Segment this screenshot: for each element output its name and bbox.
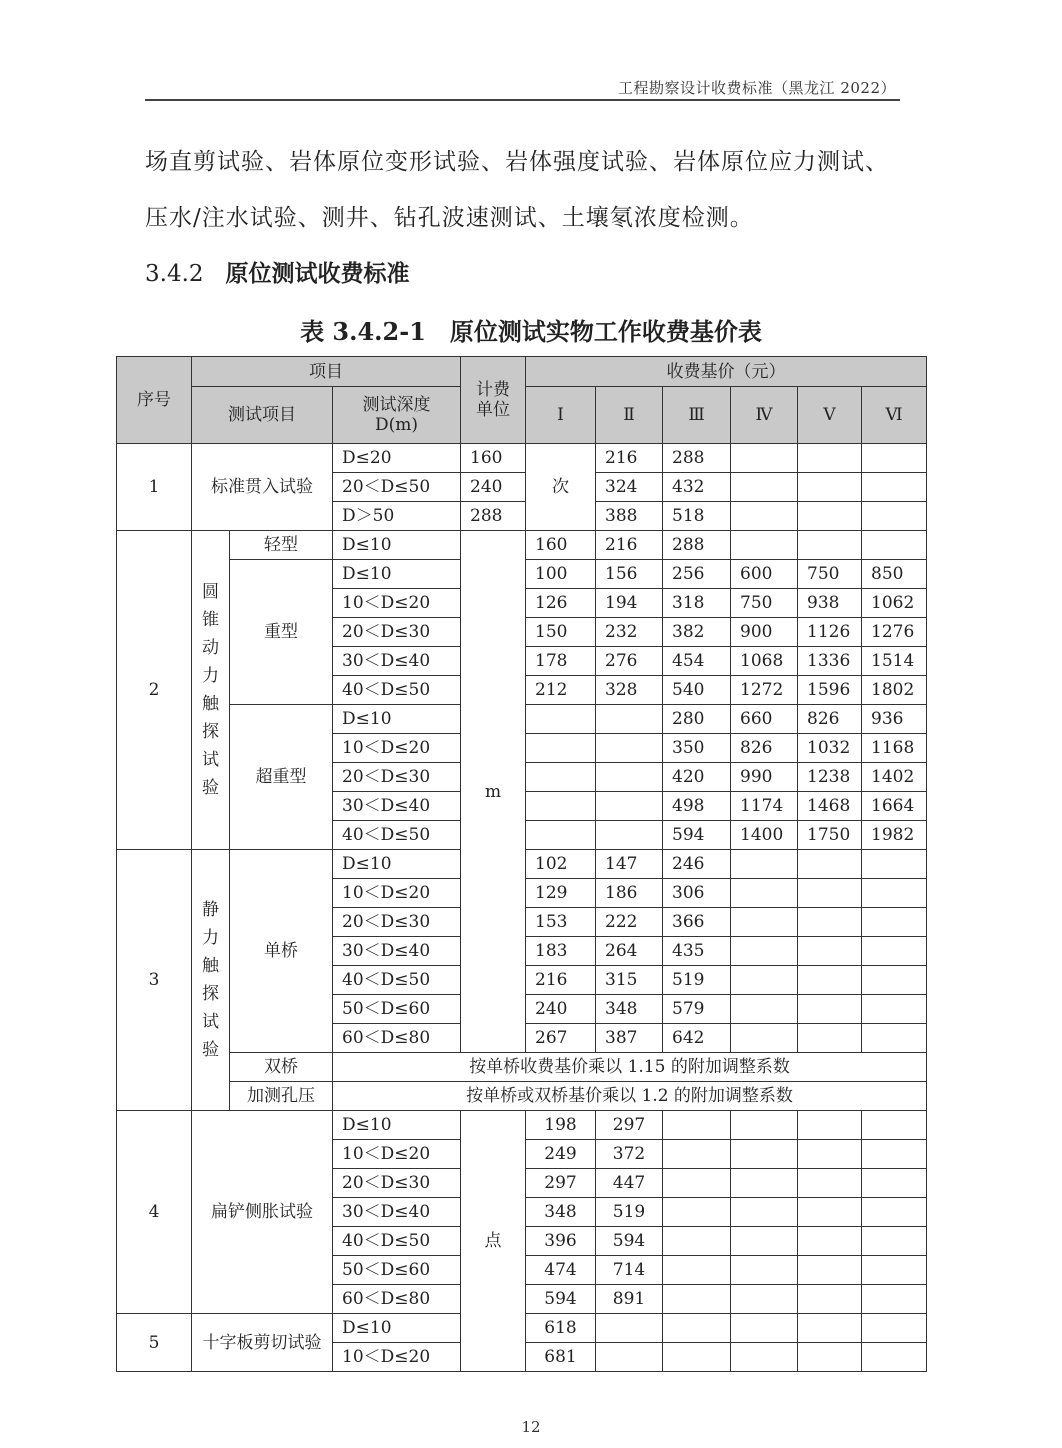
price-cell [862, 1314, 927, 1343]
price-cell [862, 1198, 927, 1227]
price-cell [798, 502, 862, 531]
subtype-cell: 单桥 [230, 850, 333, 1053]
price-cell [663, 1285, 731, 1314]
price-cell [596, 821, 663, 850]
depth-cell: 50＜D≤60 [333, 1256, 461, 1285]
price-cell: 1400 [731, 821, 798, 850]
fee-table [116, 356, 927, 1372]
price-cell: 600 [731, 560, 798, 589]
price-cell: 216 [596, 531, 663, 560]
test-group-vertical-cell-text: 圆锥动力触探试验 [202, 582, 219, 798]
depth-cell: 40＜D≤50 [333, 821, 461, 850]
seq-cell: 4 [117, 1111, 192, 1314]
depth-cell: 60＜D≤80 [333, 1024, 461, 1053]
price-cell: 519 [663, 966, 731, 995]
price-cell: 297 [596, 1111, 663, 1140]
price-cell: 750 [798, 560, 862, 589]
price-cell [798, 444, 862, 473]
header-unit [461, 357, 526, 444]
price-cell: 850 [862, 560, 927, 589]
price-cell: 642 [663, 1024, 731, 1053]
price-cell [731, 1198, 798, 1227]
depth-cell: D＞50 [333, 502, 461, 531]
header-unit-line2: 单位 [476, 400, 511, 420]
price-cell: 246 [663, 850, 731, 879]
price-cell: 178 [526, 647, 596, 676]
price-cell: 1514 [862, 647, 927, 676]
depth-cell: 10＜D≤20 [333, 1140, 461, 1169]
header-grade-1: Ⅰ [526, 387, 596, 444]
table-row [117, 531, 927, 560]
price-cell: 350 [663, 734, 731, 763]
running-header: 工程勘察设计收费标准（黑龙江 2022） [618, 79, 896, 97]
price-cell [862, 1169, 927, 1198]
price-cell [862, 1256, 927, 1285]
price-cell [862, 473, 927, 502]
price-cell [862, 1111, 927, 1140]
price-cell: 288 [461, 502, 526, 531]
price-cell [798, 1343, 862, 1372]
price-cell: 102 [526, 850, 596, 879]
price-cell [731, 531, 798, 560]
price-cell [663, 1256, 731, 1285]
depth-cell: D≤10 [333, 560, 461, 589]
price-cell [526, 792, 596, 821]
price-cell [731, 879, 798, 908]
depth-cell: 20＜D≤30 [333, 763, 461, 792]
price-cell: 288 [663, 444, 731, 473]
price-cell: 388 [596, 502, 663, 531]
price-cell: 714 [596, 1256, 663, 1285]
price-cell: 232 [596, 618, 663, 647]
section-title: 原位测试收费标准 [225, 260, 410, 287]
header-depth-line2: D(m) [375, 415, 419, 435]
price-cell [798, 1314, 862, 1343]
price-cell: 240 [461, 473, 526, 502]
depth-cell: 30＜D≤40 [333, 647, 461, 676]
depth-cell: 40＜D≤50 [333, 966, 461, 995]
depth-cell: D≤10 [333, 705, 461, 734]
price-cell: 147 [596, 850, 663, 879]
price-cell: 306 [663, 879, 731, 908]
price-cell [663, 1343, 731, 1372]
price-cell: 276 [596, 647, 663, 676]
depth-cell: 10＜D≤20 [333, 734, 461, 763]
price-cell [663, 1314, 731, 1343]
price-cell: 474 [526, 1256, 596, 1285]
price-cell: 324 [596, 473, 663, 502]
price-cell [798, 1169, 862, 1198]
body-text-line-1: 场直剪试验、岩体原位变形试验、岩体强度试验、岩体原位应力测试、 [145, 149, 889, 175]
price-cell [596, 792, 663, 821]
price-cell [798, 1198, 862, 1227]
depth-cell: 10＜D≤20 [333, 589, 461, 618]
price-cell: 387 [596, 1024, 663, 1053]
price-cell [731, 937, 798, 966]
price-cell [731, 850, 798, 879]
price-cell [596, 734, 663, 763]
price-cell [862, 995, 927, 1024]
price-cell: 1468 [798, 792, 862, 821]
seq-cell: 2 [117, 531, 192, 850]
depth-cell: 20＜D≤50 [333, 473, 461, 502]
price-cell [862, 966, 927, 995]
price-cell: 1276 [862, 618, 927, 647]
subtype-cell: 轻型 [230, 531, 333, 560]
price-cell: 1750 [798, 821, 862, 850]
price-cell: 372 [596, 1140, 663, 1169]
price-cell: 447 [596, 1169, 663, 1198]
depth-cell: 20＜D≤30 [333, 908, 461, 937]
price-cell: 280 [663, 705, 731, 734]
price-cell [798, 1227, 862, 1256]
price-cell: 681 [526, 1343, 596, 1372]
section-heading [145, 255, 410, 288]
price-cell: 160 [461, 444, 526, 473]
header-grade-6: Ⅵ [862, 387, 927, 444]
price-cell: 540 [663, 676, 731, 705]
price-cell: 1068 [731, 647, 798, 676]
price-cell: 315 [596, 966, 663, 995]
seq-cell: 3 [117, 850, 192, 1111]
price-cell: 348 [526, 1198, 596, 1227]
depth-cell: 20＜D≤30 [333, 618, 461, 647]
price-cell: 432 [663, 473, 731, 502]
page-number: 12 [521, 1418, 541, 1436]
price-cell: 826 [731, 734, 798, 763]
price-cell [731, 1169, 798, 1198]
price-cell: 750 [731, 589, 798, 618]
price-cell: 100 [526, 560, 596, 589]
test-group-vertical-cell [192, 850, 230, 1111]
table-row [117, 1053, 927, 1082]
price-cell: 198 [526, 1111, 596, 1140]
price-cell [596, 1343, 663, 1372]
unit-cell: 点 [461, 1111, 526, 1372]
price-cell [862, 937, 927, 966]
subtype-cell: 超重型 [230, 705, 333, 850]
price-cell [731, 995, 798, 1024]
price-cell: 160 [526, 531, 596, 560]
price-cell: 249 [526, 1140, 596, 1169]
price-cell [731, 966, 798, 995]
depth-cell: 40＜D≤50 [333, 1227, 461, 1256]
test-item-cell: 十字板剪切试验 [192, 1314, 333, 1372]
header-item: 项目 [192, 357, 461, 387]
unit-cell: m [461, 531, 526, 1053]
price-cell: 420 [663, 763, 731, 792]
price-cell: 318 [663, 589, 731, 618]
price-cell: 594 [596, 1227, 663, 1256]
price-cell: 240 [526, 995, 596, 1024]
header-depth-line1: 测试深度 [362, 395, 431, 415]
depth-cell: 60＜D≤80 [333, 1285, 461, 1314]
price-cell [663, 1111, 731, 1140]
test-group-vertical-cell-text: 静力触探试验 [202, 900, 219, 1060]
price-cell [798, 966, 862, 995]
price-cell: 435 [663, 937, 731, 966]
price-cell [862, 908, 927, 937]
price-cell: 183 [526, 937, 596, 966]
price-cell [862, 850, 927, 879]
depth-cell: 10＜D≤20 [333, 879, 461, 908]
price-cell: 826 [798, 705, 862, 734]
price-cell: 1272 [731, 676, 798, 705]
price-cell: 297 [526, 1169, 596, 1198]
header-price: 收费基价（元） [526, 357, 927, 387]
price-cell: 1126 [798, 618, 862, 647]
price-cell [862, 1024, 927, 1053]
price-cell [798, 850, 862, 879]
seq-cell: 1 [117, 444, 192, 531]
price-cell: 222 [596, 908, 663, 937]
price-cell [798, 1256, 862, 1285]
price-cell [798, 1111, 862, 1140]
seq-cell: 5 [117, 1314, 192, 1372]
price-cell: 579 [663, 995, 731, 1024]
price-cell: 348 [596, 995, 663, 1024]
depth-cell: 30＜D≤40 [333, 937, 461, 966]
price-cell: 1168 [862, 734, 927, 763]
depth-cell: D≤10 [333, 1314, 461, 1343]
price-cell: 153 [526, 908, 596, 937]
price-cell [731, 1111, 798, 1140]
price-cell: 212 [526, 676, 596, 705]
price-cell [798, 1285, 862, 1314]
price-cell [798, 995, 862, 1024]
price-cell: 1596 [798, 676, 862, 705]
price-cell: 366 [663, 908, 731, 937]
body-text-line-2: 压水/注水试验、测井、钻孔波速测试、土壤氡浓度检测。 [145, 205, 754, 231]
price-cell: 891 [596, 1285, 663, 1314]
price-cell [596, 1314, 663, 1343]
price-cell: 126 [526, 589, 596, 618]
price-cell [663, 1169, 731, 1198]
price-cell [862, 1227, 927, 1256]
price-cell [731, 908, 798, 937]
price-cell [862, 1343, 927, 1372]
header-grade-2: Ⅱ [596, 387, 663, 444]
price-cell: 150 [526, 618, 596, 647]
header-grade-5: Ⅴ [798, 387, 862, 444]
table-row [117, 1111, 927, 1140]
price-cell: 216 [526, 966, 596, 995]
price-cell: 498 [663, 792, 731, 821]
price-cell: 1174 [731, 792, 798, 821]
price-cell [731, 1285, 798, 1314]
price-cell [663, 1227, 731, 1256]
price-cell: 256 [663, 560, 731, 589]
price-cell [731, 1256, 798, 1285]
price-cell [663, 1198, 731, 1227]
depth-cell: 20＜D≤30 [333, 1169, 461, 1198]
price-cell: 1802 [862, 676, 927, 705]
price-cell [596, 705, 663, 734]
price-cell: 382 [663, 618, 731, 647]
price-cell: 216 [596, 444, 663, 473]
subtype-cell: 重型 [230, 560, 333, 705]
price-cell [798, 908, 862, 937]
price-cell [862, 531, 927, 560]
price-cell [731, 1343, 798, 1372]
price-cell [731, 1314, 798, 1343]
price-cell: 660 [731, 705, 798, 734]
price-cell [798, 1024, 862, 1053]
price-cell: 1032 [798, 734, 862, 763]
price-cell: 264 [596, 937, 663, 966]
price-cell [862, 1140, 927, 1169]
header-grade-3: Ⅲ [663, 387, 731, 444]
price-cell: 156 [596, 560, 663, 589]
price-cell [526, 734, 596, 763]
price-cell: 1238 [798, 763, 862, 792]
price-cell: 618 [526, 1314, 596, 1343]
depth-cell: 10＜D≤20 [333, 1343, 461, 1372]
test-item-cell: 扁铲侧胀试验 [192, 1111, 333, 1314]
depth-cell: D≤10 [333, 1111, 461, 1140]
price-cell [663, 1140, 731, 1169]
price-cell [798, 531, 862, 560]
unit-cell: 次 [526, 444, 596, 531]
depth-cell: 40＜D≤50 [333, 676, 461, 705]
header-test-item: 测试项目 [192, 387, 333, 444]
price-cell [798, 879, 862, 908]
price-cell: 936 [862, 705, 927, 734]
price-cell [862, 879, 927, 908]
price-cell [862, 502, 927, 531]
price-cell: 288 [663, 531, 731, 560]
table-caption: 表 3.4.2-1 原位测试实物工作收费基价表 [300, 317, 762, 346]
price-cell: 328 [596, 676, 663, 705]
depth-cell: D≤10 [333, 850, 461, 879]
price-cell [526, 763, 596, 792]
price-cell [526, 821, 596, 850]
price-cell [862, 1285, 927, 1314]
price-cell [798, 473, 862, 502]
price-cell [596, 763, 663, 792]
note-cell: 按单桥或双桥基价乘以 1.2 的附加调整系数 [333, 1082, 927, 1111]
price-cell: 990 [731, 763, 798, 792]
price-cell: 1982 [862, 821, 927, 850]
table-row [117, 444, 927, 473]
price-cell: 938 [798, 589, 862, 618]
price-cell [731, 473, 798, 502]
price-cell: 518 [663, 502, 731, 531]
test-item-cell: 标准贯入试验 [192, 444, 333, 531]
price-cell: 194 [596, 589, 663, 618]
subtype-cell: 加测孔压 [230, 1082, 333, 1111]
depth-cell: 30＜D≤40 [333, 792, 461, 821]
price-cell: 519 [596, 1198, 663, 1227]
price-cell [731, 1227, 798, 1256]
price-cell: 396 [526, 1227, 596, 1256]
depth-cell: 30＜D≤40 [333, 1198, 461, 1227]
price-cell: 267 [526, 1024, 596, 1053]
price-cell: 454 [663, 647, 731, 676]
header-depth [333, 387, 461, 444]
section-number: 3.4.2 [145, 261, 204, 287]
header-unit-line1: 计费 [476, 380, 511, 400]
subtype-cell: 双桥 [230, 1053, 333, 1082]
price-cell [731, 1140, 798, 1169]
test-group-vertical-cell [192, 531, 230, 850]
price-cell: 1402 [862, 763, 927, 792]
price-cell [731, 502, 798, 531]
price-cell [798, 937, 862, 966]
price-cell [731, 1024, 798, 1053]
price-cell: 1062 [862, 589, 927, 618]
note-cell: 按单桥收费基价乘以 1.15 的附加调整系数 [333, 1053, 927, 1082]
price-cell: 900 [731, 618, 798, 647]
price-cell [731, 444, 798, 473]
price-cell [798, 1140, 862, 1169]
price-cell [526, 705, 596, 734]
price-cell: 594 [663, 821, 731, 850]
price-cell [862, 444, 927, 473]
table-row [117, 1082, 927, 1111]
depth-cell: D≤20 [333, 444, 461, 473]
header-seq: 序号 [117, 357, 192, 444]
header-grade-4: Ⅳ [731, 387, 798, 444]
depth-cell: D≤10 [333, 531, 461, 560]
price-cell: 594 [526, 1285, 596, 1314]
price-cell: 1336 [798, 647, 862, 676]
price-cell: 186 [596, 879, 663, 908]
price-cell: 1664 [862, 792, 927, 821]
depth-cell: 50＜D≤60 [333, 995, 461, 1024]
price-cell: 129 [526, 879, 596, 908]
header-rule [145, 99, 900, 101]
